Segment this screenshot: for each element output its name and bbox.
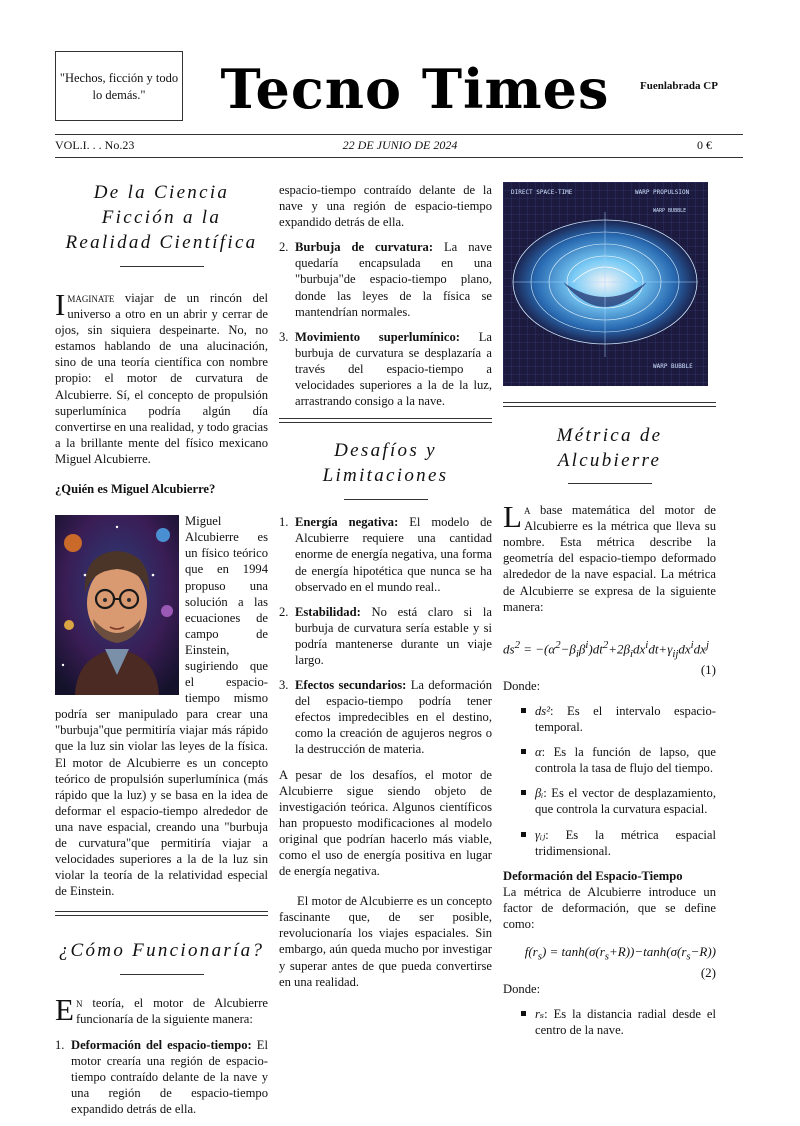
location: Fuenlabrada CP [640,80,718,92]
figure-label: WARP PROPULSION [635,189,690,196]
como-list [279,239,492,409]
equation-2: $f(r_s) = \tanh(\sigma(r_s+R))-\tanh(\sigma(r_s-R))$ (2) [503,944,716,981]
warp-bubble-illustration [503,182,708,386]
heading-metrica: Métrica de Alcubierre [556,425,663,472]
motto-box [55,51,183,121]
volume-number: VOL.I. . . No.23 [55,138,135,152]
section-divider [503,402,716,407]
newspaper-title-text: Tecno Times [220,57,610,121]
desafios-list [279,514,492,757]
heading-underline [344,499,428,500]
heading-underline [568,483,652,484]
list-item: 2. Burbuja de curvatura: La nave quedaría encapsulada en una "burbuja"de espacio-tiempo plano, donde las leyes de la física se mantendrían normales. [279,240,492,319]
donde-label: Donde: [503,981,541,996]
equation-1: $ds^2 = -(\alpha^2-\beta_i\beta^i)dt^2+2\beta_idx^idt+\gamma_{ij}dx^idx^j$ (1) [503,638,716,677]
who-heading: ¿Quién es Miguel Alcubierre? [55,482,216,497]
heading-underline [120,266,204,267]
conclusion-paragraph: El motor de Alcubierre es un concepto fascinante que, de ser posible, revolucionaría los viajes espaciales. Sin embargo, aún queda mucho por investigar y superar antes de que pueda convertirse en una realidad. [279,894,492,989]
list-item: 3. Movimiento superlumínico: La burbuja de curvatura se desplazaría a través del espacio-tiempo a velocidades superiores a la de la luz, arrastrando consigo a la nave. [279,329,492,409]
metrica-intro: La base matemática del motor de Alcubierre es la métrica que lleva su nombre. Esta métrica describe la geometría del espacio-tiempo deformado alrededor de la nave espacial. La métrica de Alcubierre se expresa de la siguiente manera: [503,499,716,614]
donde-label: Donde: [503,678,541,693]
figure-label: WARP BUBBLE [653,363,693,370]
list-item: 2. Estabilidad: No está claro si la burbuja de curvatura sería estable y si podría mantenerse durante un viaje largo. [279,604,492,667]
issue-date: 22 DE JUNIO DE 2024 [342,138,458,152]
list-item: ds²: Es el intervalo espacio-temporal. [503,703,716,735]
list-item: α: Es la función de lapso, que controla la tasa de flujo del tiempo. [503,744,716,776]
column-3 [503,182,716,1047]
list-item: γᵢⱼ: Es la métrica espacial tridimensional. [503,827,716,859]
list-item: βᵢ: Es el vector de desplazamiento, que controla la curvatura espacial. [503,785,716,817]
como-list [55,1037,268,1117]
who-paragraph: Miguel Alcubierre es un físico teórico que en 1994 propuso una solución a las ecuaciones de campo de Einstein, sugiriendo que el espacio-tiempo mismo podría ser manipulado para crear una "burbuja"que permitiría viajar más rápido que la luz sin violar las leyes de la física. El motor de Alcubierre es un concepto teórico de propulsión superlumínica (más rápido que la luz) y se basa en la idea de deformar el espacio-tiempo alrededor de una nave espacial, creando una "burbuja de curvatura"que permitiría viajar a velocidades superiores a la de la luz sin violar la teoría de la relatividad especial de Einstein. [55,514,268,899]
como-list-continued: espacio-tiempo contraído delante de la nave y una región de espacio-tiempo expandido detrás de ella. [279,183,492,230]
intro-paragraph: Imaginate viajar de un rincón del universo a otro en un abrir y cerrar de ojos, sin siquiera despeinarte. No, no estamos hablando de una alucinación, sino de una teoría científica con nombre propio: el motor de curvatura de Alcubierre. Sí, el concepto de propulsión superlumínica podría algún día convertirse en una realidad, y todo gracias a la brillante mente del físico mexicano Miguel Alcubierre. [55,287,268,466]
list-item: 1. Energía negativa: El modelo de Alcubierre requiere una cantidad enorme de energía negativa, una forma de energía hipotética que nunca se ha observado en el mundo real.. [279,515,492,594]
figure-label: WARP BUBBLE [653,208,687,214]
column-2 [279,182,492,990]
list-item: rₛ: Es la distancia radial desde el centro de la nave. [503,1006,716,1038]
small-caps-lead: maginate [67,291,115,305]
bottom-rule [55,157,743,158]
deformation-terms-list [503,1006,716,1038]
motto-text: "Hechos, ficción y todo lo demás." [59,71,179,102]
top-rule [55,134,743,135]
column-1 [55,180,268,1126]
newspaper-title [220,46,610,126]
como-intro: En teoría, el motor de Alcubierre funcionaría de la siguiente manera: [55,992,268,1028]
section-divider [55,911,268,916]
deformation-text: La métrica de Alcubierre introduce un factor de deformación, que se define como: [503,884,716,931]
drop-cap: L [503,499,522,535]
alcubierre-portrait [55,515,179,695]
equation-number: (2) [700,964,716,980]
heading-ciencia-ficcion: De la Ciencia Ficción a la Realidad Científica [65,182,258,253]
figure-label: DIRECT SPACE-TIME [511,189,573,196]
price: 0 € [697,138,712,152]
heading-desafios: Desafíos y Limitaciones [322,440,449,487]
equation-number: (1) [700,661,716,677]
list-item: 1. Deformación del espacio-tiempo: El motor crearía una región de espacio-tiempo contraído delante de la nave y una región de espacio-tiempo expandido detrás de ella. [55,1037,268,1116]
desafios-paragraph: A pesar de los desafíos, el motor de Alcubierre sigue siendo objeto de investigación teórica. Algunos científicos han propuesto modificaciones al modelo original que podrían hacerlo más viable, como el uso de energía positiva en lugar de energía negativa. [279,767,492,879]
heading-como-funcionaria: ¿Cómo Funcionaría? [58,940,265,962]
heading-underline [120,974,204,975]
list-item: 3. Efectos secundarios: La deformación del espacio-tiempo podría tener efectos impredecibles en el destino, como la creación de agujeros negros o la destrucción de materia. [279,678,493,757]
drop-cap: E [55,992,74,1028]
deformation-heading: Deformación del Espacio-Tiempo [503,868,683,883]
metric-terms-list [503,703,716,859]
drop-cap: I [55,287,66,322]
section-divider [279,418,492,423]
